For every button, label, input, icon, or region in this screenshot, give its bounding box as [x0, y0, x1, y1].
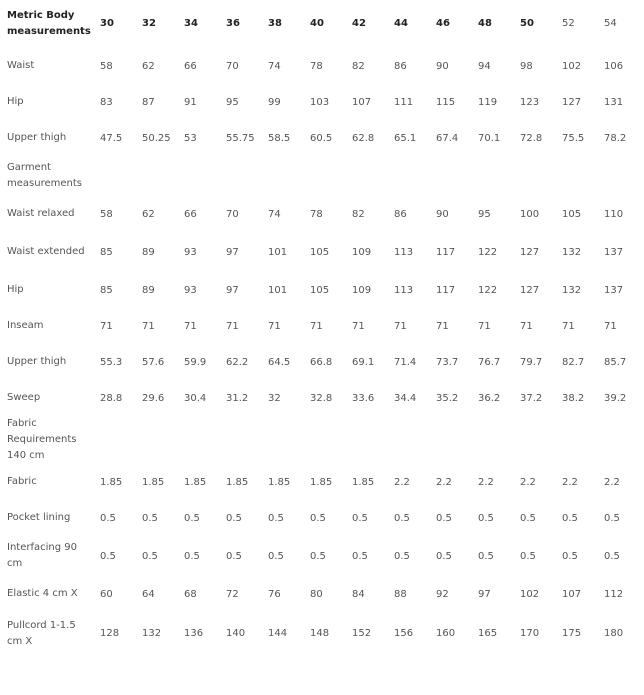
table-cell: 66.8 [310, 356, 333, 368]
table-cell: 105 [310, 284, 330, 296]
table-cell: 0.5 [142, 512, 158, 524]
row-label: Garment measurements [7, 162, 82, 189]
table-cell: 0.5 [604, 550, 620, 562]
table-cell: 98 [520, 60, 533, 72]
table-cell: 57.6 [142, 356, 165, 368]
table-cell: 34.4 [394, 392, 417, 404]
table-cell: 102 [562, 60, 582, 72]
table-cell: 53 [184, 132, 197, 144]
row-label: Fabric Requirements 140 cm [7, 418, 77, 461]
table-cell: 64.5 [268, 356, 291, 368]
table-cell: 132 [562, 246, 582, 258]
table-cell: 31.2 [226, 392, 249, 404]
table-cell: 97 [478, 588, 491, 600]
table-cell: 91 [184, 96, 197, 108]
table-cell: 0.5 [226, 550, 242, 562]
table-cell: 136 [184, 628, 204, 639]
table-cell: 66 [184, 208, 197, 220]
table-cell: 0.5 [562, 550, 578, 562]
table-cell [98, 416, 140, 464]
table-cell: 152 [352, 628, 372, 639]
size-header: 30 [100, 18, 114, 29]
table-cell [350, 156, 392, 196]
table-cell: 89 [142, 284, 155, 296]
row-label: Hip [7, 284, 24, 295]
table-cell: 39.2 [604, 392, 627, 404]
table-row [0, 536, 644, 576]
table-cell: 60.5 [310, 132, 333, 144]
table-cell: 30.4 [184, 392, 207, 404]
table-cell: 115 [436, 96, 456, 108]
table-cell: 89 [142, 246, 155, 258]
table-cell: 0.5 [100, 550, 116, 562]
table-cell: 2.2 [604, 476, 620, 488]
table-cell: 58 [100, 208, 113, 220]
table-cell [392, 416, 434, 464]
table-cell: 37.2 [520, 392, 543, 404]
table-cell: 78.2 [604, 132, 627, 144]
table-row [0, 380, 644, 416]
table-cell: 62.2 [226, 356, 249, 368]
table-cell: 0.5 [520, 550, 536, 562]
table-cell: 122 [478, 246, 498, 258]
size-header: 52 [562, 18, 575, 29]
table-cell: 28.8 [100, 392, 123, 404]
table-cell: 0.5 [394, 550, 410, 562]
table-cell: 0.5 [100, 512, 116, 524]
table-cell [434, 156, 476, 196]
table-cell: 60 [100, 588, 113, 600]
table-cell: 35.2 [436, 392, 459, 404]
row-label: Waist [7, 60, 35, 71]
table-cell: 83 [100, 96, 113, 108]
table-cell: 117 [436, 246, 456, 258]
table-cell: 87 [142, 96, 155, 108]
table-cell: 76.7 [478, 356, 501, 368]
table-cell: 101 [268, 284, 288, 296]
table-cell [224, 416, 266, 464]
table-cell: 2.2 [562, 476, 578, 488]
table-cell: 137 [604, 284, 624, 296]
table-cell: 0.5 [436, 512, 452, 524]
row-label: Upper thigh [7, 356, 67, 367]
table-cell: 92 [436, 588, 449, 600]
table-row [0, 576, 644, 612]
table-cell [140, 416, 182, 464]
header-label: Metric Body measurements [7, 10, 91, 37]
table-cell: 95 [478, 208, 491, 220]
table-row [0, 232, 644, 272]
table-cell: 62 [142, 60, 155, 72]
table-body [0, 48, 644, 655]
table-cell: 0.5 [352, 512, 368, 524]
table-cell: 0.5 [436, 550, 452, 562]
table-cell: 36.2 [478, 392, 501, 404]
table-cell: 71 [394, 320, 407, 332]
table-cell: 71 [310, 320, 323, 332]
table-cell: 38.2 [562, 392, 585, 404]
row-label: Upper thigh [7, 132, 67, 143]
size-header: 50 [520, 18, 534, 29]
row-label: Pocket lining [7, 512, 71, 523]
table-cell: 0.5 [184, 550, 200, 562]
table-cell: 132 [562, 284, 582, 296]
table-cell: 156 [394, 628, 414, 639]
table-row [0, 84, 644, 120]
table-cell: 97 [226, 284, 239, 296]
table-cell: 71.4 [394, 356, 417, 368]
table-cell: 58 [100, 60, 113, 72]
table-cell: 113 [394, 246, 414, 258]
table-cell: 32 [268, 392, 281, 404]
table-cell: 0.5 [394, 512, 410, 524]
table-row [0, 48, 644, 84]
table-cell: 165 [478, 628, 498, 639]
table-cell: 94 [478, 60, 491, 72]
table-cell: 65.1 [394, 132, 417, 144]
table-cell: 67.4 [436, 132, 459, 144]
table-cell: 100 [520, 208, 540, 220]
table-row [0, 416, 644, 464]
table-cell: 73.7 [436, 356, 459, 368]
table-cell: 80 [310, 588, 323, 600]
table-cell: 93 [184, 246, 197, 258]
table-cell: 117 [436, 284, 456, 296]
table-cell: 1.85 [226, 476, 249, 488]
table-row [0, 156, 644, 196]
table-cell: 71 [604, 320, 617, 332]
table-cell: 170 [520, 628, 540, 639]
table-cell: 71 [352, 320, 365, 332]
table-cell: 50.25 [142, 132, 171, 144]
table-cell [350, 416, 392, 464]
table-cell: 72.8 [520, 132, 543, 144]
table-cell: 102 [520, 588, 540, 600]
table-cell: 127 [520, 246, 540, 258]
table-cell: 90 [436, 208, 449, 220]
table-cell: 107 [352, 96, 372, 108]
table-cell [266, 156, 308, 196]
size-header: 36 [226, 18, 240, 29]
table-cell [392, 156, 434, 196]
row-label: Elastic 4 cm X [7, 588, 78, 599]
table-cell: 0.5 [268, 550, 284, 562]
table-cell [476, 416, 518, 464]
size-header: 42 [352, 18, 366, 29]
table-cell: 106 [604, 60, 624, 72]
row-label: Sweep [7, 392, 41, 403]
row-label: Hip [7, 96, 24, 107]
table-cell: 131 [604, 96, 624, 108]
table-cell: 109 [352, 246, 372, 258]
table-cell: 110 [604, 208, 624, 220]
row-label: Fabric [7, 476, 37, 487]
table-cell: 101 [268, 246, 288, 258]
table-cell: 180 [604, 628, 624, 639]
table-cell: 0.5 [142, 550, 158, 562]
table-cell: 144 [268, 628, 288, 639]
table-cell: 78 [310, 60, 323, 72]
table-row [0, 196, 644, 232]
table-cell [602, 416, 644, 464]
table-cell [98, 156, 140, 196]
table-cell: 69.1 [352, 356, 375, 368]
table-cell: 76 [268, 588, 281, 600]
table-cell: 93 [184, 284, 197, 296]
size-header: 54 [604, 18, 617, 29]
table-cell: 86 [394, 208, 407, 220]
table-cell: 0.5 [310, 512, 326, 524]
table-cell [434, 416, 476, 464]
table-cell: 127 [562, 96, 582, 108]
size-header: 38 [268, 18, 282, 29]
table-cell: 72 [226, 588, 239, 600]
table-cell [224, 156, 266, 196]
table-cell: 2.2 [520, 476, 536, 488]
table-cell: 95 [226, 96, 239, 108]
table-cell: 137 [604, 246, 624, 258]
table-cell: 71 [562, 320, 575, 332]
table-cell: 85 [100, 246, 113, 258]
table-cell: 112 [604, 588, 624, 600]
table-cell [518, 416, 560, 464]
table-cell: 140 [226, 628, 246, 639]
table-cell: 0.5 [226, 512, 242, 524]
table-cell: 74 [268, 60, 281, 72]
table-cell: 0.5 [562, 512, 578, 524]
table-cell: 1.85 [142, 476, 165, 488]
table-cell: 78 [310, 208, 323, 220]
table-cell [560, 156, 602, 196]
size-header: 40 [310, 18, 324, 29]
table-cell: 122 [478, 284, 498, 296]
size-header: 34 [184, 18, 198, 29]
table-row [0, 120, 644, 156]
table-cell: 128 [100, 628, 120, 639]
table-cell: 70.1 [478, 132, 501, 144]
table-cell: 71 [142, 320, 155, 332]
table-cell: 0.5 [478, 550, 494, 562]
table-header-row [0, 0, 644, 48]
table-cell: 103 [310, 96, 330, 108]
size-header: 44 [394, 18, 408, 29]
table-cell: 71 [436, 320, 449, 332]
table-cell: 0.5 [184, 512, 200, 524]
table-cell: 71 [268, 320, 281, 332]
table-cell: 99 [268, 96, 281, 108]
table-cell: 79.7 [520, 356, 543, 368]
table-cell: 1.85 [310, 476, 333, 488]
table-cell: 58.5 [268, 132, 291, 144]
table-cell: 0.5 [310, 550, 326, 562]
table-cell: 70 [226, 208, 239, 220]
table-cell: 97 [226, 246, 239, 258]
table-cell: 64 [142, 588, 155, 600]
table-cell [308, 416, 350, 464]
table-cell: 105 [310, 246, 330, 258]
table-cell: 84 [352, 588, 365, 600]
table-row [0, 500, 644, 536]
table-cell: 0.5 [352, 550, 368, 562]
table-cell [182, 416, 224, 464]
table-row [0, 612, 644, 655]
table-cell: 82 [352, 60, 365, 72]
row-label: Interfacing 90 cm [7, 542, 77, 569]
table-cell: 71 [184, 320, 197, 332]
row-label: Waist extended [7, 246, 85, 257]
table-cell: 47.5 [100, 132, 123, 144]
table-cell: 127 [520, 284, 540, 296]
table-cell: 0.5 [478, 512, 494, 524]
table-cell: 109 [352, 284, 372, 296]
table-cell: 86 [394, 60, 407, 72]
row-label: Pullcord 1-1.5 cm X [7, 619, 76, 647]
size-header: 32 [142, 18, 156, 29]
table-cell: 71 [478, 320, 491, 332]
table-cell: 1.85 [352, 476, 375, 488]
table-cell: 29.6 [142, 392, 165, 404]
table-cell: 82 [352, 208, 365, 220]
table-cell [518, 156, 560, 196]
table-cell: 148 [310, 628, 330, 639]
table-cell: 0.5 [604, 512, 620, 524]
table-cell: 62 [142, 208, 155, 220]
table-row [0, 344, 644, 380]
table-cell: 107 [562, 588, 582, 600]
table-cell: 2.2 [436, 476, 452, 488]
table-cell: 32.8 [310, 392, 333, 404]
table-cell [308, 156, 350, 196]
table-cell: 66 [184, 60, 197, 72]
table-cell: 33.6 [352, 392, 375, 404]
table-cell [266, 416, 308, 464]
size-header: 48 [478, 18, 492, 29]
table-cell: 0.5 [268, 512, 284, 524]
table-cell: 55.3 [100, 356, 123, 368]
table-cell: 82.7 [562, 356, 585, 368]
table-cell: 175 [562, 628, 582, 639]
table-cell [182, 156, 224, 196]
size-header: 46 [436, 18, 450, 29]
row-label: Inseam [7, 320, 44, 331]
table-cell: 2.2 [478, 476, 494, 488]
table-row [0, 464, 644, 500]
table-cell: 71 [100, 320, 113, 332]
table-cell: 71 [520, 320, 533, 332]
table-row [0, 308, 644, 344]
table-cell: 75.5 [562, 132, 585, 144]
table-cell [476, 156, 518, 196]
table-cell: 123 [520, 96, 540, 108]
table-cell [560, 416, 602, 464]
table-cell: 55.75 [226, 132, 255, 144]
table-cell [602, 156, 644, 196]
table-cell: 1.85 [184, 476, 207, 488]
table-cell: 1.85 [268, 476, 291, 488]
table-cell: 74 [268, 208, 281, 220]
table-cell: 62.8 [352, 132, 375, 144]
table-cell: 119 [478, 96, 498, 108]
table-cell: 68 [184, 588, 197, 600]
table-cell: 71 [226, 320, 239, 332]
table-cell: 59.9 [184, 356, 207, 368]
table-cell: 90 [436, 60, 449, 72]
table-cell: 85 [100, 284, 113, 296]
table-cell: 70 [226, 60, 239, 72]
table-cell [140, 156, 182, 196]
table-cell: 2.2 [394, 476, 410, 488]
table-cell: 1.85 [100, 476, 123, 488]
table-cell: 113 [394, 284, 414, 296]
table-cell: 85.7 [604, 356, 627, 368]
table-cell: 88 [394, 588, 407, 600]
table-cell: 0.5 [520, 512, 536, 524]
table-cell: 160 [436, 628, 456, 639]
table-cell: 105 [562, 208, 582, 220]
table-cell: 111 [394, 96, 414, 108]
row-label: Waist relaxed [7, 208, 75, 219]
table-cell: 132 [142, 628, 162, 639]
table-row [0, 272, 644, 308]
